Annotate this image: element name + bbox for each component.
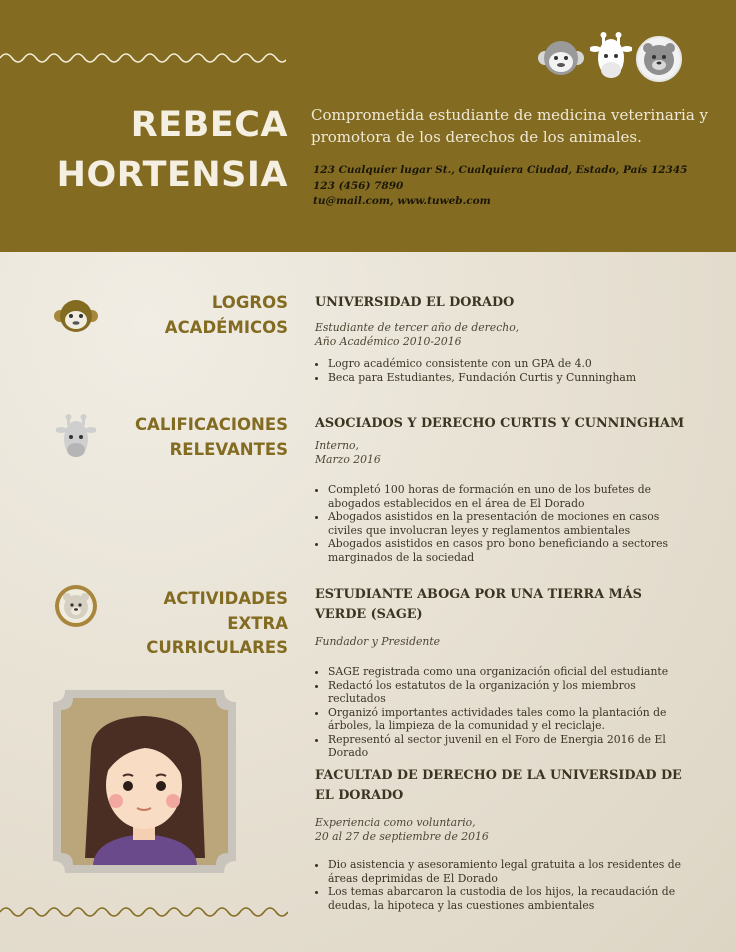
role-line: Experiencia como voluntario, xyxy=(315,816,476,829)
bullet-list xyxy=(315,483,685,564)
monkey-icon xyxy=(538,38,584,80)
role-line: Interno, xyxy=(315,439,359,452)
section-title-calificaciones xyxy=(135,413,288,462)
contact-email-web: tu@mail.com, www.tuweb.com xyxy=(313,195,491,207)
entry-universidad xyxy=(315,293,685,384)
section-title-logros xyxy=(165,291,288,340)
section-title-line: CURRICULARES xyxy=(146,638,288,657)
list-item: • Beca para Estudiantes, Fundación Curtis y Cunningham xyxy=(328,371,685,385)
bullet-list xyxy=(315,858,685,912)
entry-role xyxy=(315,439,685,467)
section-title-actividades xyxy=(146,587,288,661)
bottom-wave-divider xyxy=(0,904,288,920)
list-item: • Logro académico consistente con un GPA de 4.0 xyxy=(328,357,685,371)
name-line-2: HORTENSIA xyxy=(56,155,288,195)
top-wave-divider xyxy=(0,50,286,66)
role-line: 20 al 27 de septiembre de 2016 xyxy=(315,830,489,843)
entry-heading: ASOCIADOS Y DERECHO CURTIS Y CUNNINGHAM xyxy=(315,416,685,431)
entry-heading: UNIVERSIDAD EL DORADO xyxy=(315,295,515,310)
section-title-line: CALIFICACIONES xyxy=(134,415,288,434)
section-title-line: EXTRA xyxy=(227,613,288,633)
tagline: Comprometida estudiante de medicina veterinaria y promotora de los derechos de los animales. xyxy=(311,106,709,146)
role-line: Fundador y Presidente xyxy=(315,635,441,648)
list-item: • Completó 100 horas de formación en uno de los bufetes de abogados establecidos en el área de El Dorado xyxy=(328,483,685,510)
entry-heading: FACULTAD DE DERECHO DE LA UNIVERSIDAD DE EL DORADO xyxy=(315,768,682,803)
list-item: • Los temas abarcaron la custodia de los hijos, la recaudación de deudas, la hipoteca y las cuestiones ambientales xyxy=(328,885,685,912)
contact-address: 123 Cualquier lugar St., Cualquiera Ciudad, Estado, País 12345 xyxy=(313,164,688,176)
bullet-list xyxy=(315,665,685,760)
bear-section-icon xyxy=(53,583,99,629)
entry-sage xyxy=(315,585,685,760)
contact-phone: 123 (456) 7890 xyxy=(313,179,404,192)
role-line: Marzo 2016 xyxy=(315,453,381,466)
applicant-name xyxy=(57,100,288,200)
entry-heading: ESTUDIANTE ABOGA POR UNA TIERRA MÁS VERDE (SAGE) xyxy=(315,587,642,622)
section-title-line: ACADÉMICOS xyxy=(164,317,288,337)
entry-asociados xyxy=(315,414,685,564)
section-title-line: RELEVANTES xyxy=(169,439,288,459)
entry-facultad xyxy=(315,766,685,912)
bear-icon xyxy=(636,36,682,82)
bullet-list xyxy=(315,357,685,384)
list-item: • Representó al sector juvenil en el Foro de Energia 2016 de El Dorado xyxy=(328,733,685,760)
list-item: • Abogados asistidos en casos pro bono beneficiando a sectores marginados de la sociedad xyxy=(328,537,685,564)
entry-role xyxy=(315,816,685,844)
profile-avatar xyxy=(53,690,236,873)
role-line: Estudiante de tercer año de derecho, xyxy=(315,321,520,334)
entry-role xyxy=(315,635,685,649)
list-item: • Organizó importantes actividades tales como la plantación de árboles, la limpieza de la comunidad y el reciclaje. xyxy=(328,706,685,733)
list-item: • Dio asistencia y asesoramiento legal gratuita a los residentes de áreas deprimidas de El Dorado xyxy=(328,858,685,885)
entry-role xyxy=(315,321,685,349)
giraffe-icon xyxy=(590,32,632,80)
monkey-section-icon xyxy=(53,298,99,334)
list-item: • Abogados asistidos en la presentación de mociones en casos civiles que involucran leyes y reglamentos ambientales xyxy=(328,510,685,537)
giraffe-section-icon xyxy=(56,414,96,460)
list-item: • SAGE registrada como una organización oficial del estudiante xyxy=(328,665,685,679)
section-title-line: LOGROS xyxy=(211,293,288,312)
name-line-1: REBECA xyxy=(130,105,288,145)
section-title-line: ACTIVIDADES xyxy=(163,589,288,608)
role-line: Año Académico 2010-2016 xyxy=(315,335,462,348)
list-item: • Redactó los estatutos de la organización y los miembros reclutados xyxy=(328,679,685,706)
contact-info xyxy=(313,163,687,210)
